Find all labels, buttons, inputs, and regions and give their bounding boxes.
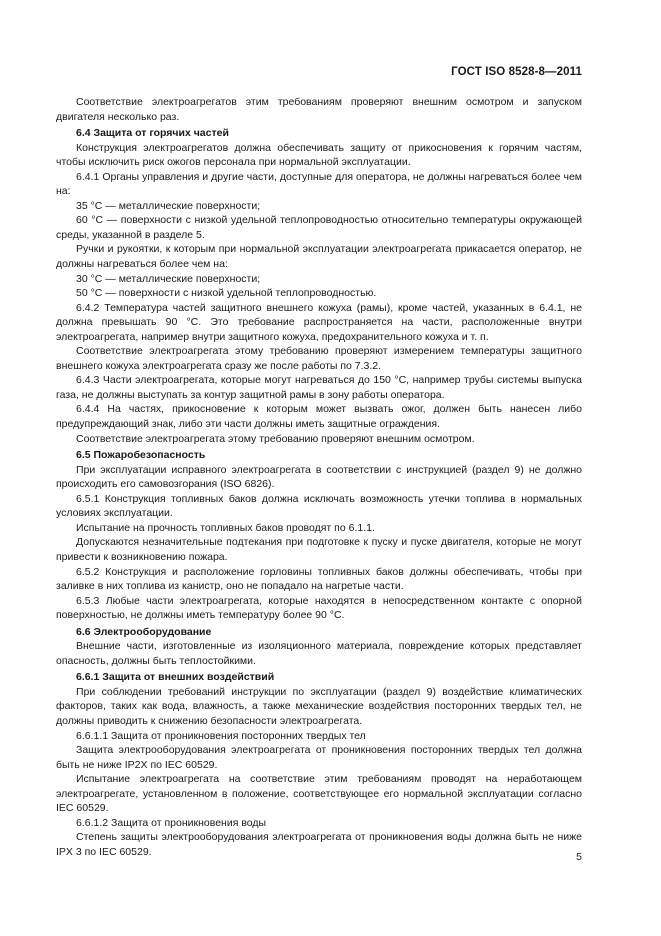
- page-body: [56, 95, 582, 859]
- section-heading: 6.6.1 Защита от внешних воздействий: [76, 671, 275, 684]
- paragraph: Конструкция электроагрегатов должна обеспечивать защиту от прикосновения к горячим частям, чтобы исключить риск ожогов персонала при нормальной эксплуатации.: [56, 141, 582, 169]
- paragraph: 6.4.2 Температура частей защитного внешнего кожуха (рамы), кроме частей, указанных в 6.4.1, не должна превышать 90 °C. Это требование распространяется на части, расположенные внутри электроагрегата, например внутри защитного кожуха, предохранительного кожуха и т. п.: [56, 301, 582, 343]
- paragraph: 6.5.2 Конструкция и расположение горловины топливных баков должны обеспечивать, чтобы при заливке в них топлива из канистр, оно не попадало на нагретые части.: [56, 565, 582, 593]
- paragraph: Соответствие электроагрегата этому требованию проверяют внешним осмотром.: [76, 432, 475, 445]
- paragraph: 35 °C — металлические поверхности;: [76, 199, 261, 212]
- paragraph: Испытание на прочность топливных баков проводят по 6.1.1.: [76, 521, 375, 534]
- paragraph: 6.4.4 На частях, прикосновение к которым может вызвать ожог, должен быть нанесен либо предупреждающий знак, либо эти части должны иметь защитные ограждения.: [56, 403, 582, 431]
- paragraph: Степень защиты электрооборудования электроагрегата от проникновения воды должна быть не ниже IPX 3 по IEC 60529.: [56, 831, 582, 858]
- paragraph: 6.4.3 Части электроагрегата, которые могут нагреваться до 150 °C, например трубы системы выпуска газа, не должны выступать за контур защитной рамы в зону работы оператора.: [56, 374, 582, 401]
- paragraph: 50 °C — поверхности с низкой удельной теплопроводностью.: [76, 287, 377, 300]
- paragraph: 6.4.1 Органы управления и другие части, доступные для оператора, не должны нагреваться более чем на:: [56, 170, 582, 198]
- paragraph: 6.6.1.2 Защита от проникновения воды: [76, 816, 267, 829]
- paragraph: Внешние части, изготовленные из изоляционного материала, повреждение которых представляет опасность, должны быть теплостойкими.: [56, 640, 582, 667]
- paragraph: 30 °C — металлические поверхности;: [76, 272, 261, 285]
- paragraph: Ручки и рукоятки, к которым при нормальной эксплуатации электроагрегата прикасается оператор, не должны нагреваться более чем на:: [56, 243, 582, 271]
- section-heading: 6.4 Защита от горячих частей: [76, 127, 229, 140]
- paragraph: Защита электрооборудования электроагрегата от проникновения посторонних твердых тел должна быть не ниже IP2X по IEC 60529.: [56, 744, 582, 771]
- section-heading: 6.5 Пожаробезопасность: [76, 449, 206, 462]
- paragraph: При соблюдении требований инструкции по эксплуатации (раздел 9) воздействие климатических факторов, таких как вода, влажность, а также механические воздействия посторонних твердых тел, не должны приводить к снижению безопасности электроагрегата.: [56, 685, 582, 727]
- paragraph: 6.5.1 Конструкция топливных баков должна исключать возможность утечки топлива в нормальных условиях эксплуатации.: [56, 492, 582, 520]
- standard-header: ГОСТ ISO 8528-8—2011: [451, 66, 582, 78]
- paragraph: 60 °C — поверхности с низкой удельной теплопроводностью относительно температуры окружающей среды, указанной в разделе 5.: [56, 214, 582, 241]
- page-number: 5: [576, 851, 582, 863]
- paragraph: Соответствие электроагрегатов этим требованиям проверяют внешним осмотром и запуском двигателя несколько раз.: [56, 96, 582, 123]
- paragraph: 6.6.1.1 Защита от проникновения посторонних твердых тел: [76, 729, 366, 742]
- section-heading: 6.6 Электрооборудование: [76, 625, 212, 638]
- paragraph: Испытание электроагрегата на соответствие этим требованиям проводят на неработающем электроагрегате, установленном в положение, соответствующее его нормальной эксплуатации согласно IEC 60529.: [56, 773, 582, 815]
- paragraph: Допускаются незначительные подтекания при подготовке к пуску и пуске двигателя, которые не могут привести к возникновению пожара.: [56, 536, 582, 563]
- paragraph: 6.5.3 Любые части электроагрегата, которые находятся в непосредственном контакте с опорной поверхностью, не должны иметь температуру более 90 °C.: [56, 594, 582, 622]
- paragraph: При эксплуатации исправного электроагрегата в соответствии с инструкцией (раздел 9) не должно происходить его самовозгорания (ISO 6826).: [56, 463, 582, 491]
- paragraph: Соответствие электроагрегата этому требованию проверяют измерением температуры защитного внешнего кожуха электроагрегата сразу же после работы по 7.3.2.: [56, 345, 582, 372]
